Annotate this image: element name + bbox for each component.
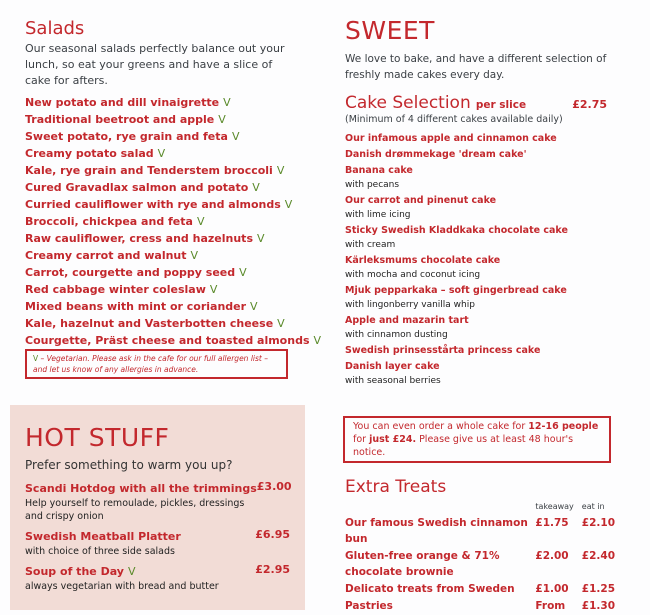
cake-item [345,253,615,282]
hot-item-header [25,563,290,580]
cake-name: Danish layer cake [345,361,440,372]
sweet-description: We love to bake, and have a different selection of freshly made cakes every day. [345,53,607,81]
cake-item [345,313,615,342]
veg-mark: V [209,283,218,296]
veg-mark: V [157,147,166,160]
extra-takeaway: £1.75 [535,517,569,529]
cake-desc: with lingonberry vanilla whip [345,300,475,310]
salad-item [25,230,300,247]
veg-mark: V [284,198,293,211]
salad-name: Carrot, courgette and poppy seed [25,266,236,279]
salad-item [25,332,322,349]
veg-mark: V [223,96,231,109]
salad-name: Kale, rye grain and Tenderstem broccoli [25,164,273,177]
salad-item [25,264,300,281]
salad-name: Creamy carrot and walnut [25,249,187,262]
salad-name: New potato and dill vinaigrette [25,96,220,109]
cake-list [345,131,615,388]
cake-item [345,343,615,358]
salad-name: Kale, hazelnut and Vasterbotten cheese [25,317,274,330]
veg-mark: V [190,249,199,262]
hot-item-price: £2.95 [255,563,290,576]
extra-name: Pastries [345,600,393,612]
salad-item [25,281,300,298]
hot-item [25,480,290,523]
cake-item [345,359,615,388]
extra-name: Gluten-free orange & 71% chocolate brownie [345,550,500,578]
veg-mark: V [218,113,226,126]
cake-desc: with cinnamon dusting [345,330,448,340]
salads-title: Salads [25,18,85,39]
extra-eatin: £1.30 [581,600,615,612]
extra-takeaway: From [535,600,566,612]
salad-item [25,94,300,111]
cake-item [345,163,615,192]
hot-item-name [25,563,135,580]
hot-stuff-panel [10,405,305,610]
salads-section [25,18,322,349]
note-bold: just £24. [369,434,417,445]
salad-name: Mixed beans with mint or coriander [25,300,247,313]
allergen-text: – Vegetarian. Please ask in the cafe for our full allergen list – and let us know of any allergies in advance. [33,354,268,374]
cake-name: Danish drømmekage 'dream cake' [345,149,527,160]
salad-item [25,128,300,145]
salad-item [25,298,300,315]
veg-mark: V [239,266,247,279]
cake-desc: with lime icing [345,210,411,220]
salad-item [25,179,300,196]
cake-item [345,131,615,146]
veg-mark: V [257,232,265,245]
cake-desc: with pecans [345,180,400,190]
salad-name: Curried cauliflower with rye and almonds [25,198,281,211]
sweet-section [345,16,615,389]
hot-name: Soup of the Day [25,565,124,578]
veg-mark: V [231,130,240,143]
salad-name: Red cabbage winter coleslaw [25,283,206,296]
hot-subtitle: Prefer something to warm you up? [25,458,233,472]
salad-name: Traditional beetroot and apple [25,113,215,126]
veg-mark: V [196,215,205,228]
hot-item [25,528,290,558]
cake-name: Sticky Swedish Kladdkaka chocolate cake [345,225,568,236]
allergen-note [25,349,288,379]
veg-mark: V [276,164,285,177]
per-slice: per slice [475,99,527,111]
salad-item [25,145,300,162]
hot-title: HOT STUFF [25,423,170,452]
salad-item [25,315,300,332]
cake-item [345,223,615,252]
salad-name: Broccoli, chickpea and feta [25,215,193,228]
cake-name: Banana cake [345,165,413,176]
cake-name: Our infamous apple and cinnamon cake [345,133,557,144]
hot-name: Swedish Meatball Platter [25,530,181,543]
extra-title: Extra Treats [345,477,447,497]
whole-cake-note [343,416,611,463]
hot-list [25,480,290,593]
note-text: You can even order a whole cake for [353,421,529,432]
cake-item [345,193,615,222]
extra-name: Delicato treats from Sweden [345,583,515,595]
salad-list [25,94,322,349]
extra-row [345,548,615,581]
salad-name: Sweet potato, rye grain and feta [25,130,228,143]
veg-mark: V [33,354,39,363]
extra-row [345,598,615,615]
cake-heading [345,93,607,113]
veg-mark: V [277,317,285,330]
veg-mark: V [313,334,322,347]
salad-name: Raw cauliflower, cress and hazelnuts [25,232,253,245]
col-eatin: eat in [581,502,605,511]
salad-item [25,213,300,230]
veg-mark: V [127,565,136,578]
cake-name: Apple and mazarin tart [345,315,469,326]
extra-name: Our famous Swedish cinnamon bun [345,517,528,545]
hot-item-header [25,480,290,497]
salad-name: Creamy potato salad [25,147,154,160]
cake-desc: with seasonal berries [345,376,441,386]
veg-mark: V [252,181,260,194]
cake-name: Our carrot and pinenut cake [345,195,497,206]
cake-name: Kärleksmums chocolate cake [345,255,501,266]
salad-name: Courgette, Präst cheese and toasted almonds [25,334,310,347]
salad-item [25,111,300,128]
cake-title: Cake Selection [345,93,471,113]
extra-eatin: £2.40 [581,550,615,562]
extra-eatin: £2.10 [581,517,615,529]
cake-item [345,147,615,162]
hot-item-price: £6.95 [255,528,290,541]
hot-item-desc: always vegetarian with bread and butter [25,581,219,592]
sweet-title: SWEET [345,16,435,45]
cake-minimum: (Minimum of 4 different cakes available daily) [345,114,563,125]
hot-item-name [25,528,181,545]
hot-item-price: £3.00 [256,480,292,493]
salads-description: Our seasonal salads perfectly balance out your lunch, so eat your greens and have a slice of cake for afters. [25,42,285,87]
extra-row [345,515,615,548]
note-text: Please give us at least 48 hour's notice. [353,434,574,458]
extra-treats-section [345,477,615,615]
extra-takeaway: £2.00 [535,550,569,562]
salad-item [25,247,300,264]
veg-mark: V [250,300,258,313]
extra-eatin: £1.25 [581,583,615,595]
hot-item [25,563,290,593]
salad-name: Cured Gravadlax salmon and potato [25,181,249,194]
salad-item [25,196,300,213]
hot-item-desc: Help yourself to remoulade, pickles, dressings and crispy onion [25,498,245,522]
cake-name: Mjuk pepparkaka – soft gingerbread cake [345,285,567,296]
hot-name: Scandi Hotdog with all the trimmings [25,482,257,495]
col-takeaway: takeaway [535,502,574,511]
cake-item [345,283,615,312]
cake-desc: with mocha and coconut icing [345,270,481,280]
note-text: for [353,434,370,445]
salad-item [25,162,300,179]
cake-price: £2.75 [572,98,607,111]
note-bold: 12-16 people [528,421,599,432]
cake-name: Swedish prinsesstårta princess cake [345,345,541,356]
hot-item-header [25,528,290,545]
extra-row [345,581,615,598]
hot-item-name [25,480,257,497]
cake-desc: with cream [345,240,396,250]
extra-takeaway: £1.00 [535,583,569,595]
hot-item-desc: with choice of three side salads [25,546,175,557]
